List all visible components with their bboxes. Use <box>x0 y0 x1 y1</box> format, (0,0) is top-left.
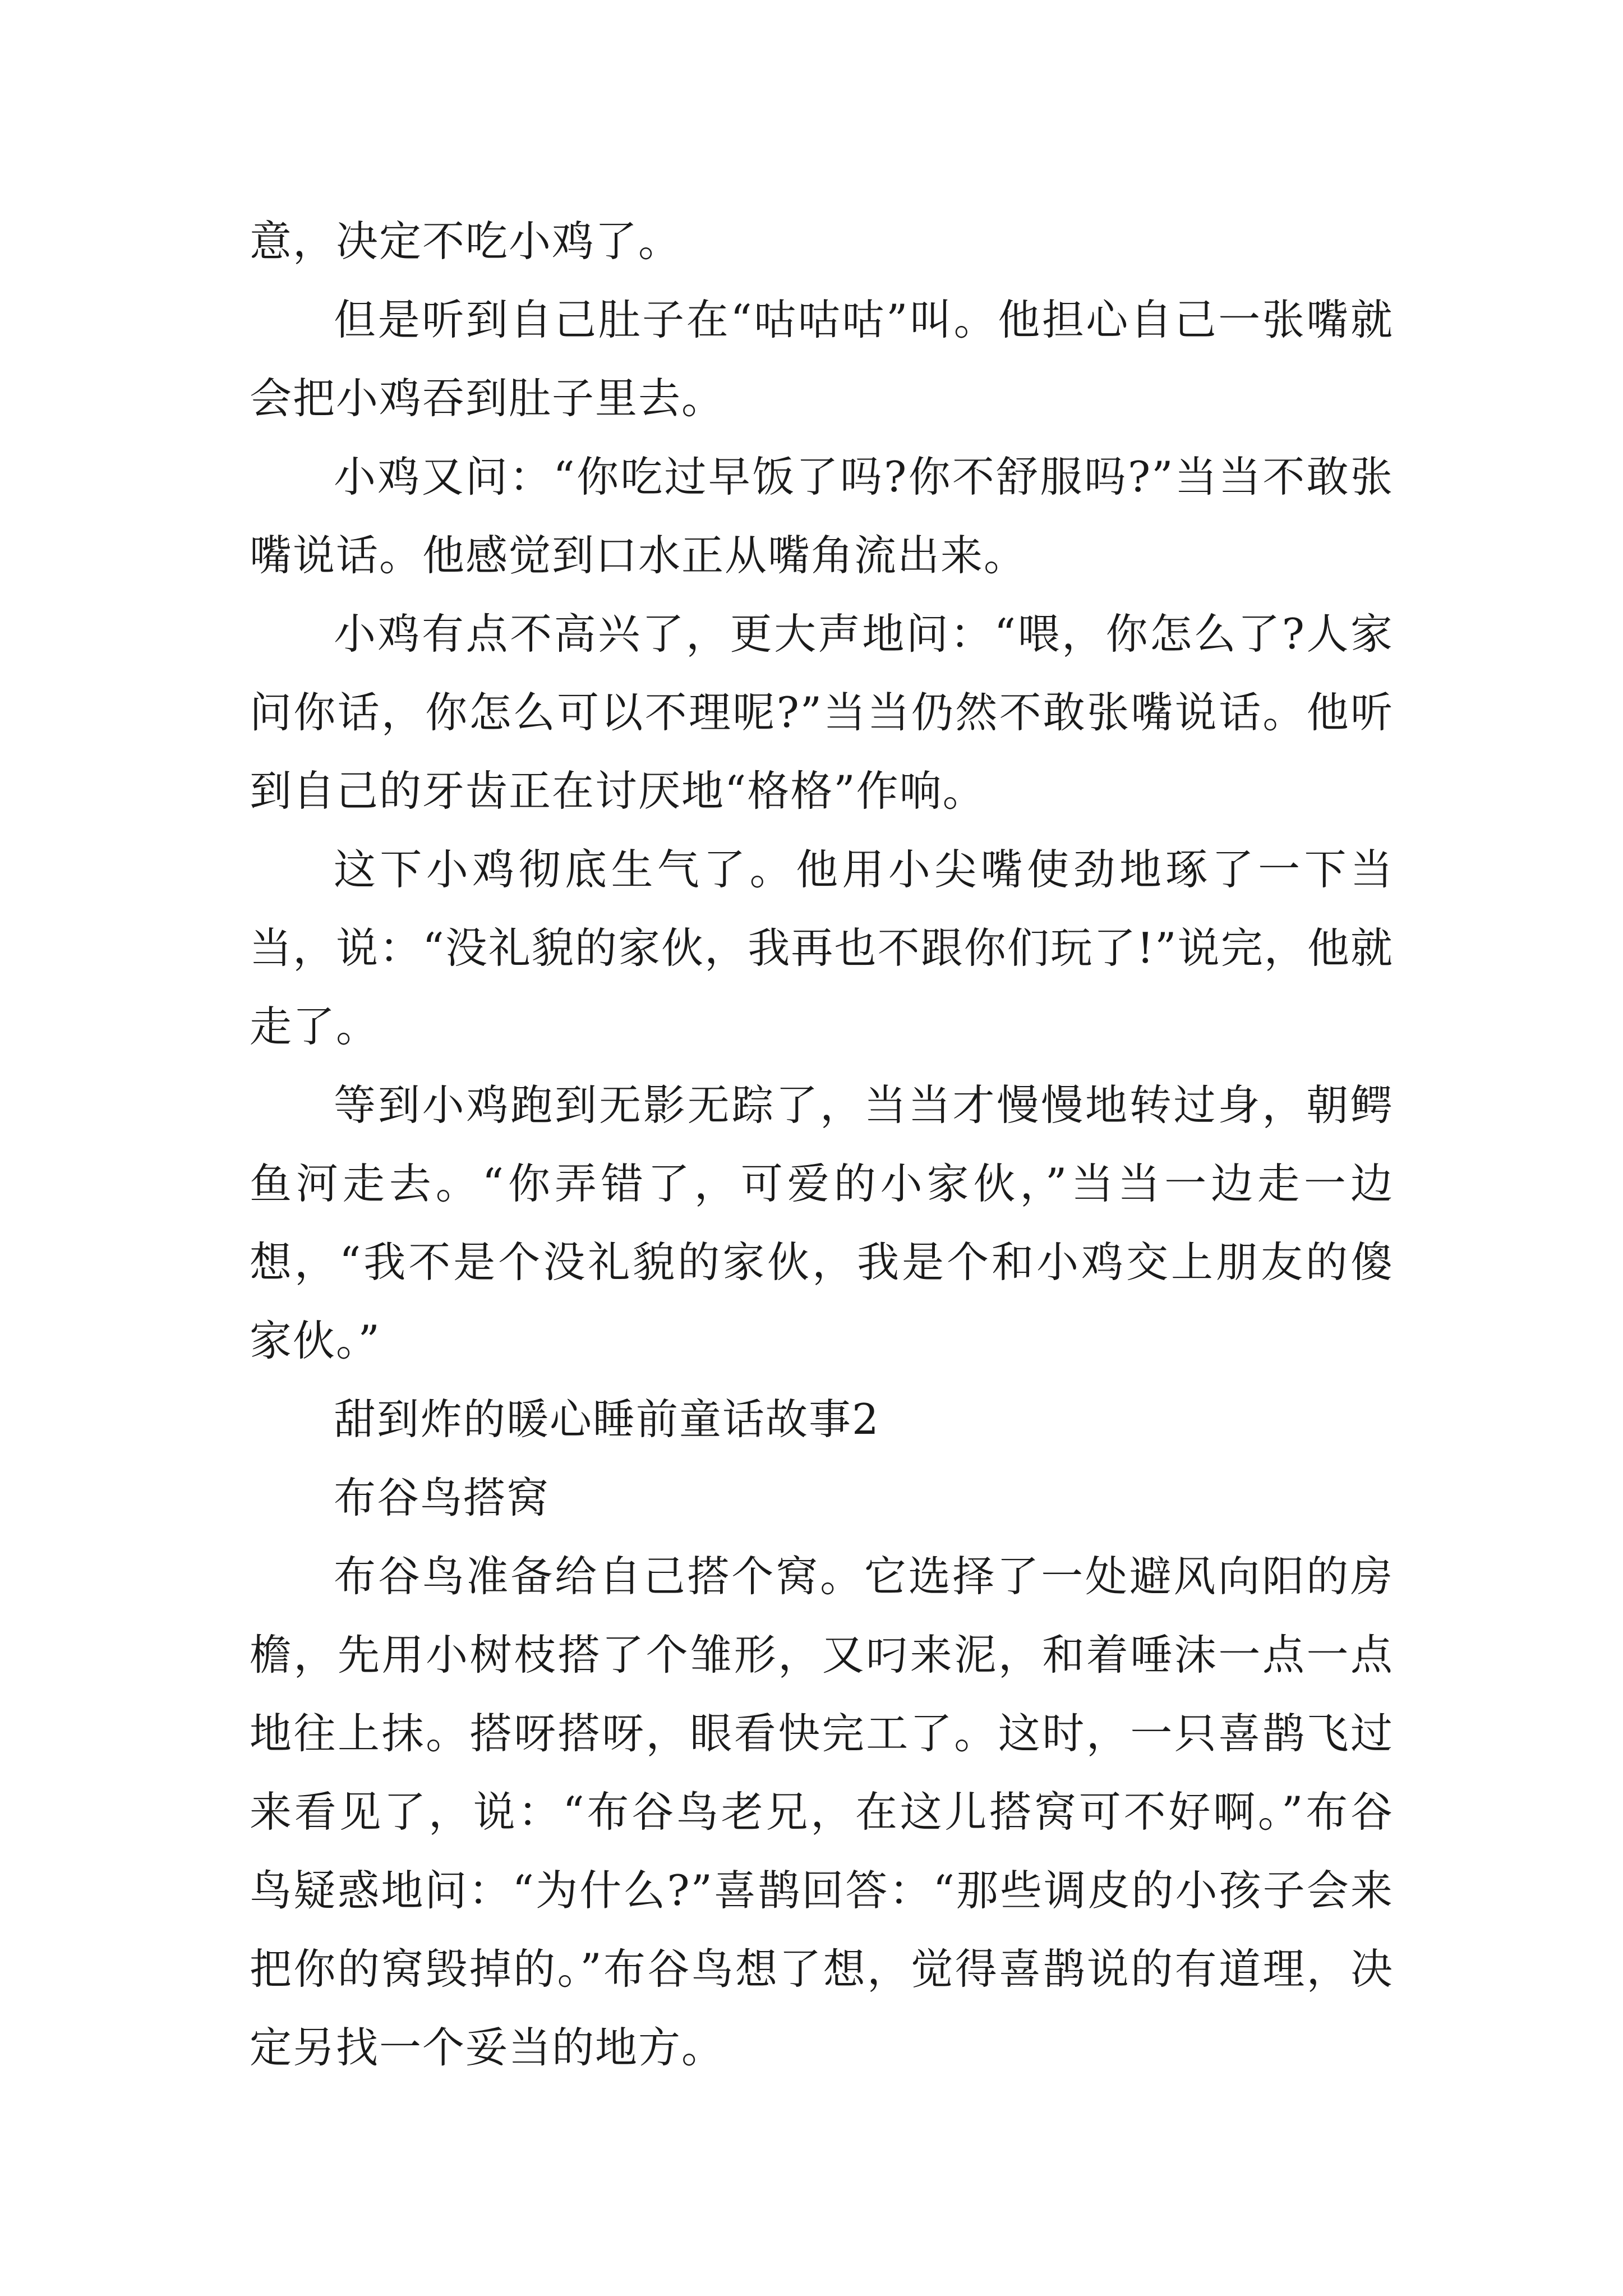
paragraph: 布谷鸟准备给自己搭个窝。它选择了一处避风向阳的房檐，先用小树枝搭了个雏形，又叼来泥，和着唾沫一点一点地往上抹。搭呀搭呀，眼看快完工了。这时，一只喜鹊飞过来看见了，说：“布谷鸟老兄，在这儿搭窝可不好啊。”布谷鸟疑惑地问：“为什么?”喜鹊回答：“那些调皮的小孩子会来把你的窝毁掉的。”布谷鸟想了想，觉得喜鹊说的有道理，决定另找一个妥当的地方。 <box>250 1552 1394 2072</box>
paragraph: 小鸡又问：“你吃过早饭了吗?你不舒服吗?”当当不敢张嘴说话。他感觉到口水正从嘴角流出来。 <box>250 452 1394 580</box>
paragraph: 但是听到自己肚子在“咕咕咕”叫。他担心自己一张嘴就会把小鸡吞到肚子里去。 <box>250 295 1394 423</box>
paragraph: 等到小鸡跑到无影无踪了，当当才慢慢地转过身，朝鳄鱼河走去。“你弄错了，可爱的小家伙，”当当一边走一边想，“我不是个没礼貌的家伙，我是个和小鸡交上朋友的傻家伙。” <box>250 1080 1394 1365</box>
document-body <box>250 202 1394 2087</box>
paragraph-continuation: 意，决定不吃小鸡了。 <box>250 217 682 266</box>
paragraph: 这下小鸡彻底生气了。他用小尖嘴使劲地琢了一下当当，说：“没礼貌的家伙，我再也不跟你们玩了!”说完，他就走了。 <box>250 845 1394 1051</box>
paragraph: 小鸡有点不高兴了，更大声地问：“喂，你怎么了?人家问你话，你怎么可以不理呢?”当当仍然不敢张嘴说话。他听到自己的牙齿正在讨厌地“格格”作响。 <box>250 609 1394 816</box>
section-heading: 甜到炸的暖心睡前童话故事2 <box>334 1395 880 1444</box>
story-title: 布谷鸟搭窝 <box>334 1473 550 1522</box>
